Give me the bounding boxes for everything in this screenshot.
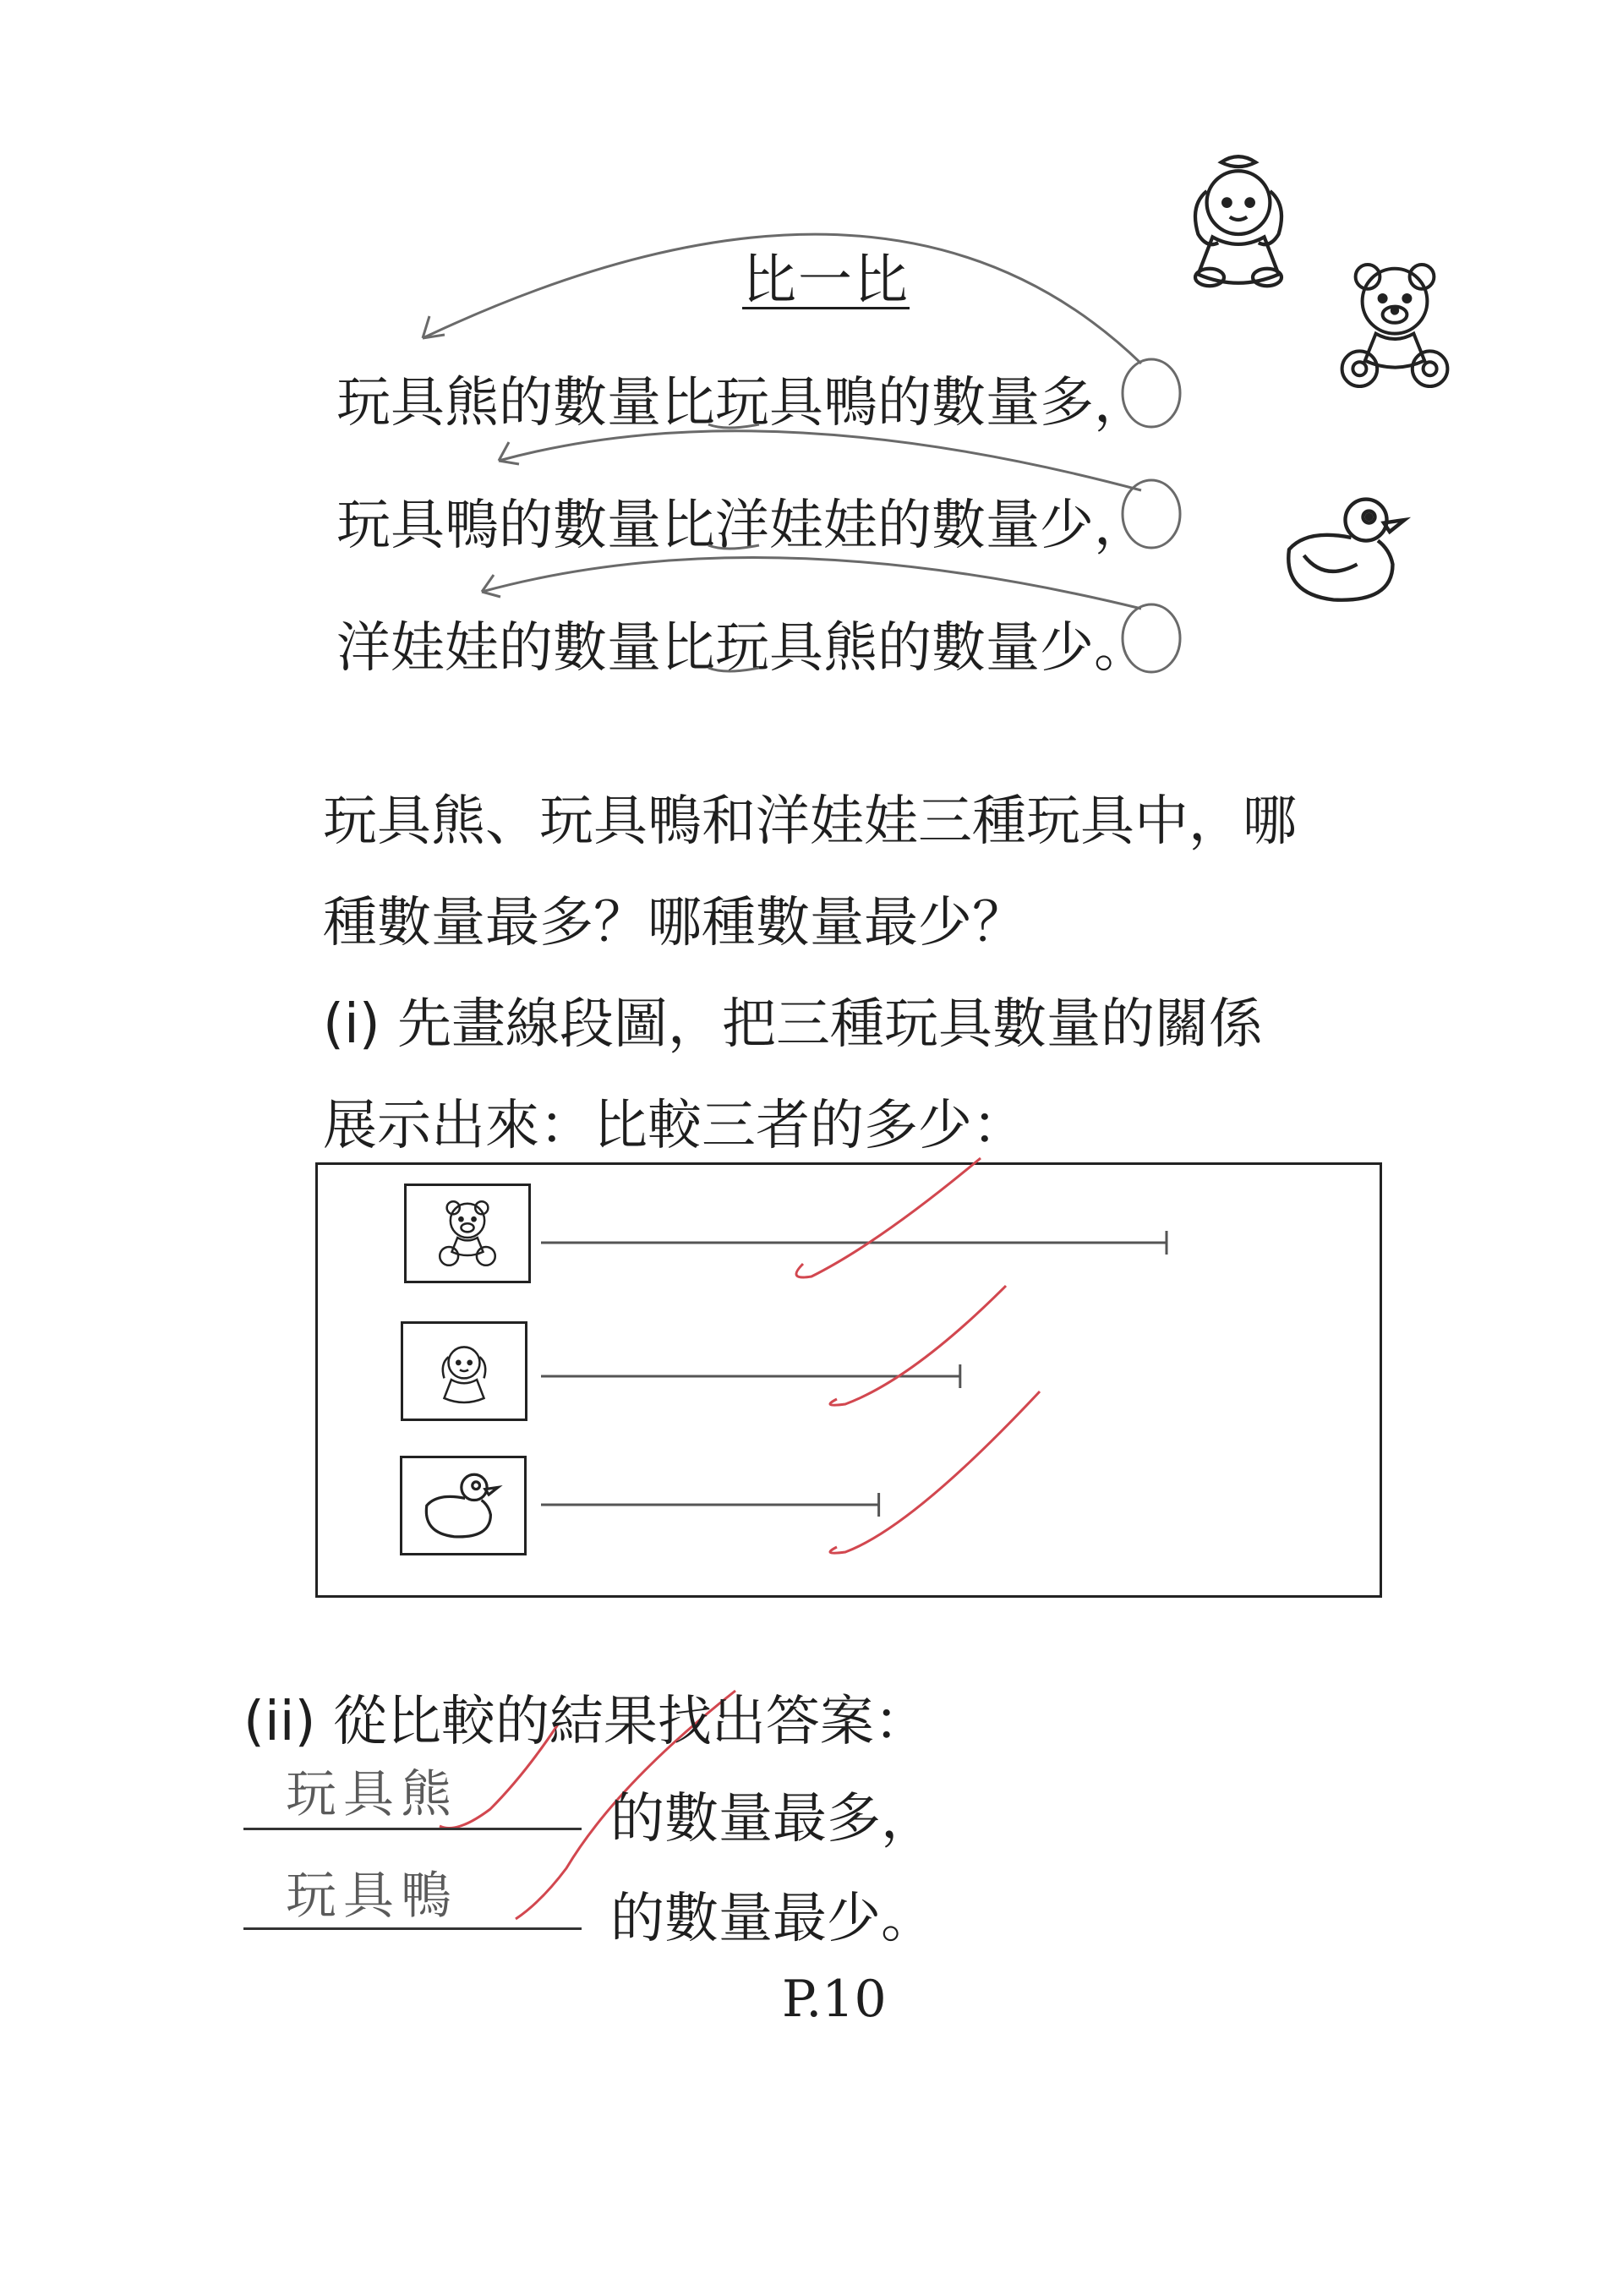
answer-circle-3	[1123, 604, 1180, 672]
part-i-line-1: (i) 先畫線段圖，把三種玩具數量的關係	[323, 993, 1264, 1056]
part-ii-heading: (ii) 從比較的結果找出答案：	[243, 1691, 928, 1753]
answer-circle-1	[1123, 359, 1180, 427]
pencil-arrow-arc-3	[482, 558, 1141, 610]
worksheet-title: 比一比	[742, 249, 910, 312]
pencil-arrow-arc-2	[499, 431, 1141, 490]
answer-text-most: 的數量最多，	[610, 1788, 935, 1850]
comparison-statement-1: 玩具熊的數量比玩具鴨的數量多，	[336, 372, 1148, 435]
question-line-2: 種數量最多？哪種數量最少？	[323, 892, 1026, 954]
question-line-1: 玩具熊、玩具鴨和洋娃娃三種玩具中，哪	[323, 790, 1297, 853]
answer-text-least: 的數量最少。	[610, 1888, 935, 1950]
pencil-arrowhead-2	[499, 442, 519, 464]
red-check-mark-3	[830, 1391, 1040, 1553]
comparison-statement-3: 洋娃娃的數量比玩具熊的數量少。	[336, 617, 1148, 680]
comparison-statement-2: 玩具鴨的數量比洋娃娃的數量少，	[336, 495, 1148, 557]
red-check-mark-1	[796, 1158, 981, 1277]
pencil-arrowhead-3	[482, 575, 500, 597]
underline-bi-2	[708, 545, 759, 549]
red-check-mark-2	[830, 1286, 1006, 1405]
pencil-arrowhead-1	[423, 316, 445, 338]
underline-bi-1	[708, 424, 759, 428]
answer-circle-2	[1123, 480, 1180, 548]
underline-bi-3	[708, 668, 759, 671]
handwritten-answer-least: 玩具鴨	[286, 1867, 458, 1926]
pencil-arrow-arc-1	[423, 234, 1141, 364]
part-i-line-2: 展示出來：比較三者的多少：	[323, 1095, 1026, 1157]
answer-blank-2	[243, 1927, 582, 1930]
page-number: P.10	[782, 1970, 887, 2029]
answer-blank-1	[243, 1828, 582, 1830]
handwritten-answer-most: 玩具熊	[286, 1765, 458, 1824]
